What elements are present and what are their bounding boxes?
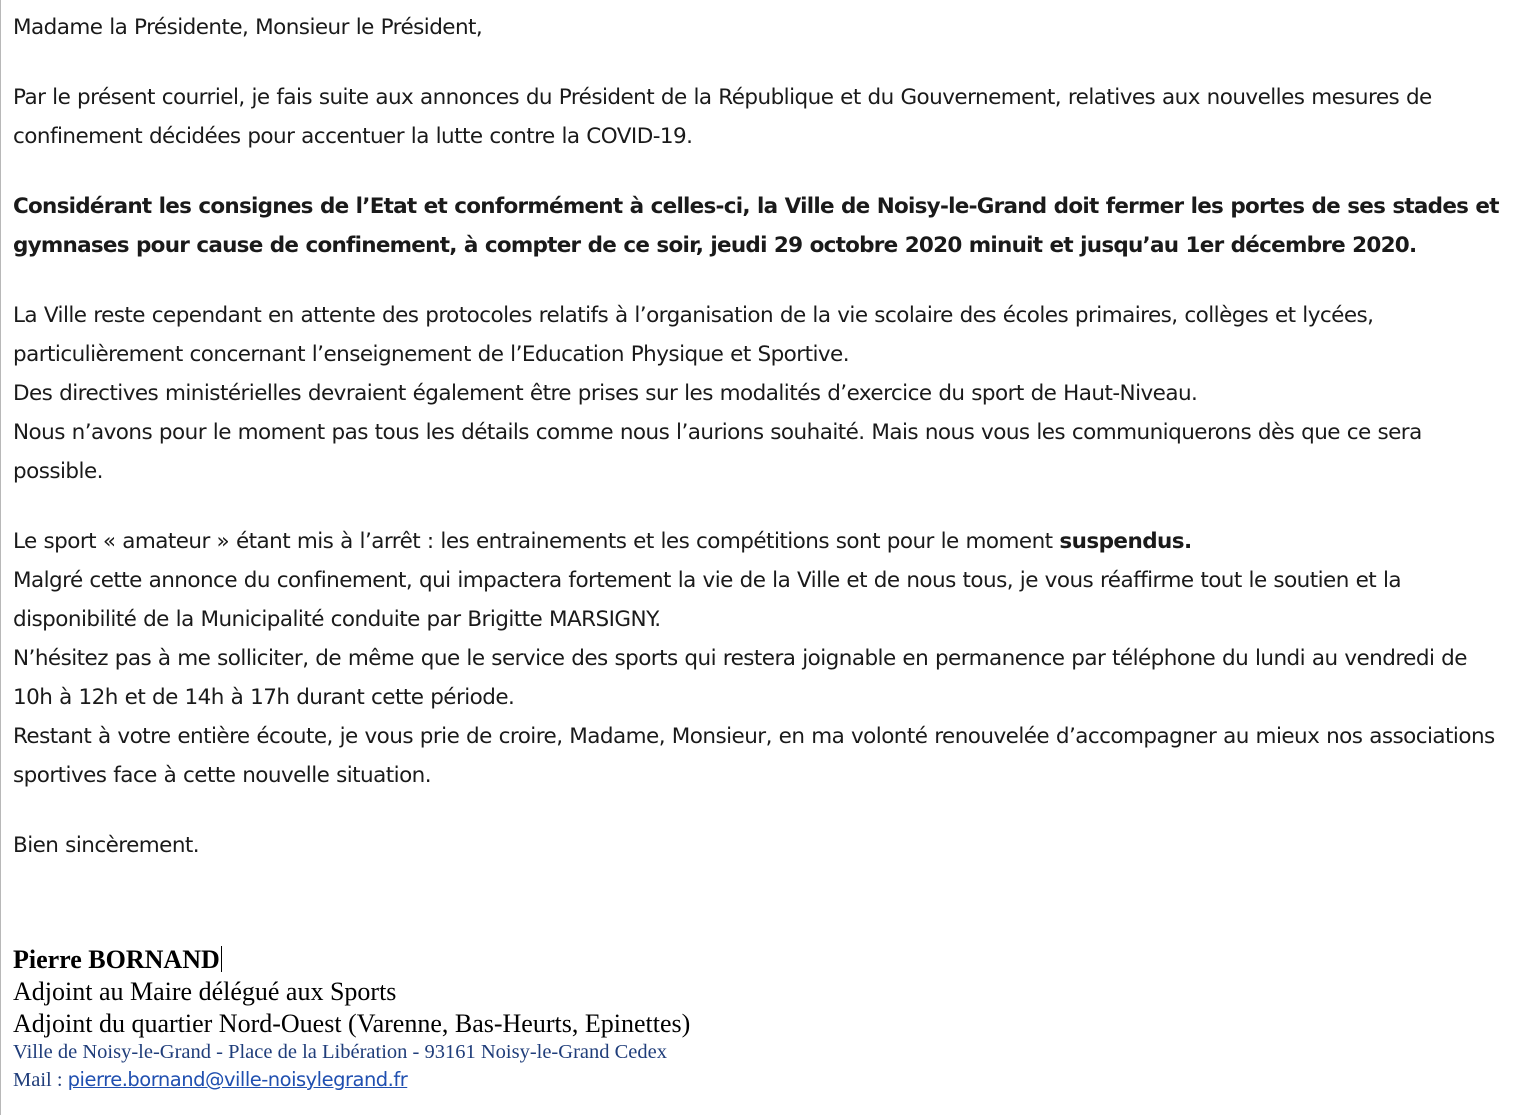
closing: Bien sincèrement.: [13, 833, 200, 858]
suspended-emphasis: suspendus.: [1059, 529, 1192, 554]
mail-label: Mail :: [13, 1069, 68, 1091]
salutation: Madame la Présidente, Monsieur le Président,: [13, 15, 483, 40]
paragraph-gap: [13, 156, 1507, 187]
paragraph-support: Malgré cette annonce du confinement, qui impactera fortement la vie de la Ville et de nous tous, je vous réaffirme tout le soutien et la disponibilité de la Municipalité conduite par Brigitte MARSIGNY.: [13, 568, 1401, 632]
signature-name: [13, 944, 1507, 976]
signature-title-district: Adjoint du quartier Nord-Ouest (Varenne, Bas-Heurts, Epinettes): [13, 1009, 691, 1038]
text-cursor: [221, 946, 222, 972]
paragraph-gap: [13, 795, 1507, 826]
signature-address: Ville de Noisy-le-Grand - Place de la Libération - 93161 Noisy-le-Grand Cedex: [13, 1041, 667, 1063]
signature-name-text: Pierre BORNAND: [13, 945, 220, 974]
paragraph-directives: Des directives ministérielles devraient également être prises sur les modalités d’exercice du sport de Haut-Niveau.: [13, 381, 1198, 406]
paragraph-gap: [13, 265, 1507, 296]
paragraph-school-protocols: La Ville reste cependant en attente des protocoles relatifs à l’organisation de la vie scolaire des écoles primaires, collèges et lycées, particulièrement concernant l’enseignement de l’Education Physique et Sportive.: [13, 303, 1374, 367]
paragraph-amateur-sport: [13, 522, 1507, 561]
paragraph-gap: [13, 47, 1507, 78]
paragraph-intro: Par le présent courriel, je fais suite aux annonces du Président de la République et du Gouvernement, relatives aux nouvelles mesures de confinement décidées pour accentuer la lutte contre la COVID-19.: [13, 85, 1432, 149]
paragraph-closure-notice: Considérant les consignes de l’Etat et conformément à celles-ci, la Ville de Noisy-le-Grand doit fermer les portes de ses stades et gymnases pour cause de confinement, à compter de ce soir, jeudi 29 octobre 2020 minuit et jusqu’au 1er décembre 2020.: [13, 194, 1499, 258]
paragraph-contact: N’hésitez pas à me solliciter, de même que le service des sports qui restera joignable en permanence par téléphone du lundi au vendredi de 10h à 12h et de 14h à 17h durant cette période.: [13, 646, 1467, 710]
signature-title-sports: Adjoint au Maire délégué aux Sports: [13, 977, 397, 1006]
signature-mail-line: [13, 1066, 1507, 1094]
email-link[interactable]: pierre.bornand@ville-noisylegrand.fr: [67, 1068, 408, 1091]
letter-text: [13, 8, 1507, 865]
signature-block: [13, 944, 1507, 1094]
paragraph-details: Nous n’avons pour le moment pas tous les détails comme nous l’aurions souhaité. Mais nous vous les communiquerons dès que ce sera possible.: [13, 420, 1422, 484]
paragraph-regards: Restant à votre entière écoute, je vous prie de croire, Madame, Monsieur, en ma volonté renouvelée d’accompagner au mieux nos associations sportives face à cette nouvelle situation.: [13, 724, 1495, 788]
amateur-sport-text: Le sport « amateur » étant mis à l’arrêt : les entrainements et les compétitions sont pour le moment: [13, 529, 1060, 554]
paragraph-gap: [13, 491, 1507, 522]
